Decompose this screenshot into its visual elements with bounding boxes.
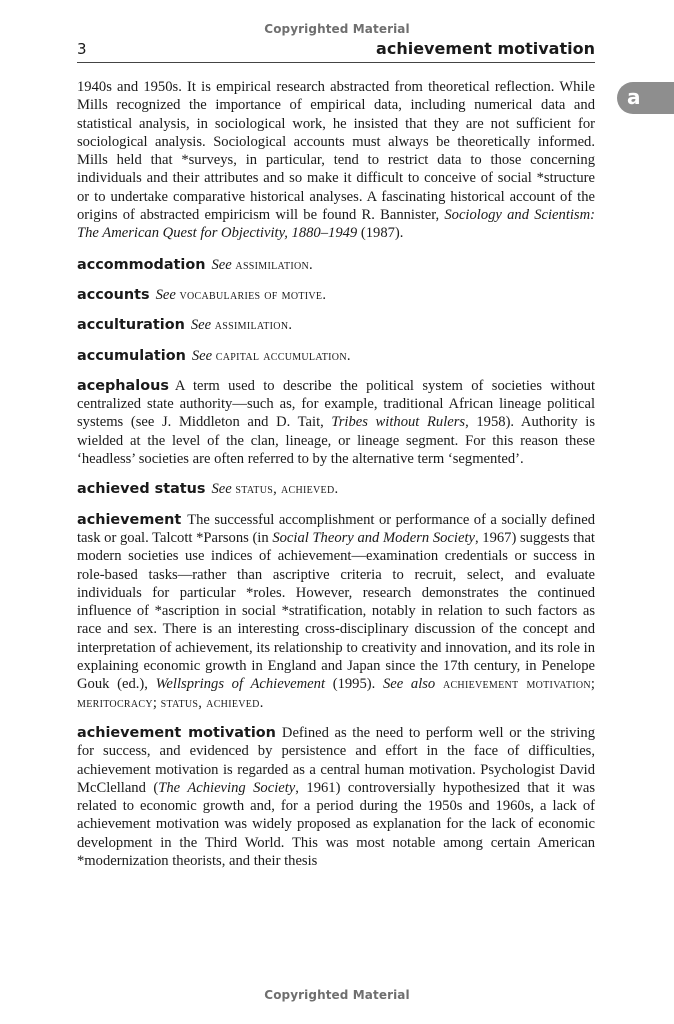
text-run: Defined as the need to perform well or the striving for success, and evidenced by persistence and effort in the face of difficulties, achievement motivation is regarded as a central human motivation. Psychologist David McClelland (	[77, 724, 595, 796]
dictionary-body	[77, 78, 595, 882]
text-run: , 1967) suggests that modern societies use indices of achievement—examination credentials or success in role-based tasks—rather than ascriptive criteria to recruit, select, and evaluate individuals for particular *roles. However, research demonstrates the continued influence of *ascription in social *stratification, notably in relation to such factors as race and sex. There is an interesting cross-disciplinary discussion of the concept and interpretation of achievement, its relationship to creativity and innovation, and its role in explaining economic growth in England and Japan since the 17th century, in Penelope Gouk (ed.),	[77, 529, 595, 693]
punctuation: .	[288, 317, 293, 334]
text-run: The successful accomplishment or performance of a socially defined task or goal. Talcott *Parsons (in	[77, 511, 595, 546]
see-label: See	[191, 347, 213, 364]
entry-accounts	[77, 286, 595, 304]
punctuation: .	[346, 347, 351, 364]
headword: acculturation	[77, 317, 185, 334]
book-title: Sociology and Scientism: The American Quest for Objectivity, 1880–1949	[77, 207, 596, 242]
text-run: (1987).	[357, 225, 404, 242]
cross-reference: assimilation	[235, 256, 310, 273]
entry-achieved-status	[77, 480, 595, 498]
headword: accommodation	[77, 256, 206, 273]
headword: achieved status	[77, 481, 206, 498]
continued-entry-text	[77, 78, 595, 243]
entry-achievement-motivation	[77, 724, 595, 870]
see-label: See	[211, 481, 232, 498]
running-head-title: achievement motivation	[376, 39, 595, 58]
book-title: The Achieving Society	[158, 779, 296, 796]
see-label: See	[211, 256, 232, 273]
see-also-label: See also	[382, 676, 436, 693]
cross-reference: assimilation	[214, 317, 289, 334]
text-run: 1940s and 1950s. It is empirical research abstracted from theoretical reflection. While Mills recognized the importance of empirical data, including numerical data and statistical analysis, in sociological work, he insisted that they are not sufficient for sociological analysis. Sociological accounts must always be theoretically informed. Mills held that *surveys, in particular, tend to restrict data to those concerning individuals and their attributes and so make it difficult to conceive of social *structure or to undertake comparative historical analyses. A fascinating historical account of the origins of abstracted empiricism will be found R. Bannister,	[77, 79, 595, 224]
punctuation: .	[259, 694, 264, 711]
top-watermark: Copyrighted Material	[264, 22, 410, 36]
headword: achievement	[77, 511, 182, 528]
see-label: See	[155, 286, 176, 303]
entry-accommodation	[77, 256, 595, 274]
headword: acephalous	[77, 377, 169, 394]
cross-reference: status, achieved	[235, 481, 335, 498]
page-number: 3	[77, 40, 87, 58]
entry-accumulation	[77, 347, 595, 365]
text-run: A term used to describe the political system of societies without centralized state authority—such as, for example, traditional African lineage political systems (see J. Middleton and D. Tait,	[77, 377, 595, 431]
cross-reference: vocabularies of motive	[179, 286, 323, 303]
book-title: Tribes without Rulers	[331, 414, 466, 431]
running-head	[77, 38, 595, 63]
cross-reference: achievement motivation	[442, 676, 591, 693]
punctuation: .	[334, 481, 339, 498]
separator: ;	[152, 694, 161, 711]
book-title: Wellsprings of Achievement	[155, 676, 326, 693]
punctuation: .	[322, 286, 326, 303]
cross-reference: status, achieved	[160, 694, 260, 711]
text-run: , 1961) controversially hypothesized that it was related to economic growth and, for a period during the 1950s and 1960s, a lack of achievement motivation was widely proposed as explanation for the lack of economic development in the Third World. This was most notable among certain American *modernization theorists, and their thesis	[77, 779, 595, 869]
cross-reference: capital accumulation	[215, 347, 347, 364]
text-run: , 1958). Authority is wielded at the level of the clan, lineage, or lineage segment. For this reason these ‘headless’ societies are often referred to by the alternative term ‘segmented’.	[77, 414, 596, 468]
book-title: Social Theory and Modern Society	[272, 529, 475, 546]
entry-acephalous	[77, 377, 595, 468]
headword: achievement motivation	[77, 724, 276, 741]
text-run: (1995).	[325, 676, 383, 693]
cross-reference: meritocracy	[77, 694, 153, 711]
see-label: See	[190, 317, 212, 334]
letter-thumb-tab: a	[617, 82, 674, 114]
entry-achievement	[77, 511, 595, 712]
headword: accounts	[77, 286, 150, 303]
headword: accumulation	[77, 347, 186, 364]
separator: ;	[590, 676, 595, 693]
entry-acculturation	[77, 316, 595, 334]
punctuation: .	[309, 256, 313, 273]
bottom-watermark: Copyrighted Material	[264, 988, 410, 1002]
